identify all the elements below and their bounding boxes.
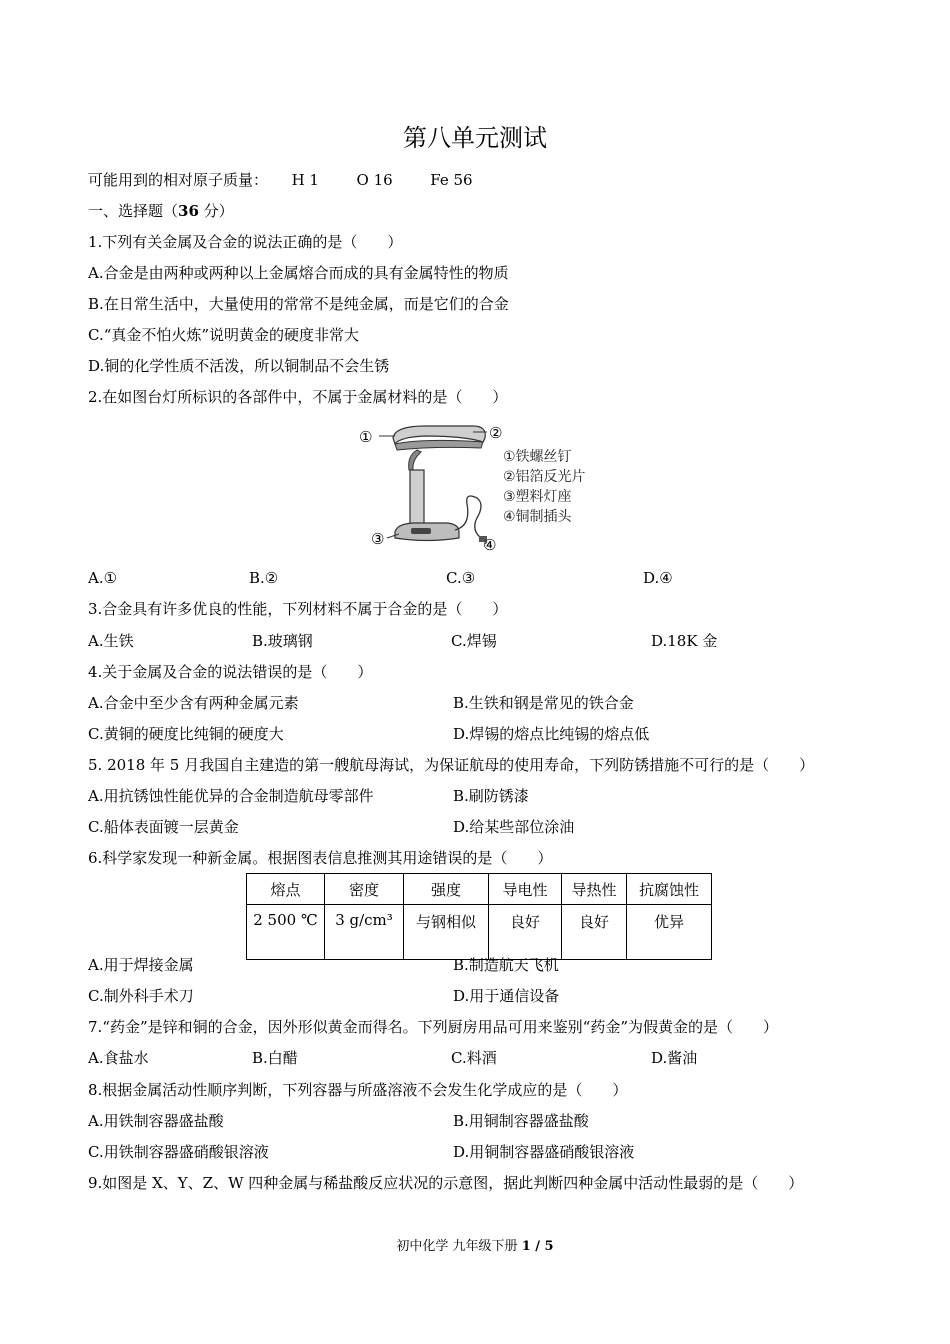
q5-option-a: A.用抗锈蚀性能优异的合金制造航母零部件 xyxy=(88,787,374,805)
q6-option-a: A.用于焊接金属 xyxy=(88,956,194,974)
metal-properties-table xyxy=(246,873,712,960)
q4-option-d: D.焊锡的熔点比纯锡的熔点低 xyxy=(453,725,650,743)
table-cell: 良好 xyxy=(489,905,562,960)
q5-option-b: B.刷防锈漆 xyxy=(453,787,529,805)
atomic-mass-fe: Fe 56 xyxy=(430,171,473,189)
lamp-marker-3: ③ xyxy=(371,530,385,548)
atomic-mass-o: O 16 xyxy=(356,171,393,189)
q6-stem: 6.科学家发现一种新金属。根据图表信息推测其用途错误的是（ ） xyxy=(88,849,553,867)
q4-option-c: C.黄铜的硬度比纯铜的硬度大 xyxy=(88,725,284,743)
q7-option-a: A.食盐水 xyxy=(88,1049,149,1067)
page-footer xyxy=(0,1238,950,1256)
q1-stem: 1.下列有关金属及合金的说法正确的是（ ） xyxy=(88,233,403,251)
q7-option-d: D.酱油 xyxy=(651,1049,698,1067)
q9-stem: 9.如图是 X、Y、Z、W 四种金属与稀盐酸反应状况的示意图，据此判断四种金属中活动性最弱的是（ ） xyxy=(88,1174,804,1192)
table-header-cell: 导电性 xyxy=(489,874,562,905)
atomic-mass-line xyxy=(88,170,473,190)
table-cell: 与钢相似 xyxy=(404,905,489,960)
q3-stem: 3.合金具有许多优良的性能，下列材料不属于合金的是（ ） xyxy=(88,600,508,618)
section-score: 36 xyxy=(178,202,199,220)
lamp-label-4: ④铜制插头 xyxy=(503,509,572,525)
table-row xyxy=(247,905,712,960)
q3-option-a: A.生铁 xyxy=(88,632,134,650)
q3-option-c: C.焊锡 xyxy=(451,632,497,650)
q2-option-a: A.① xyxy=(88,569,118,587)
q5-option-c: C.船体表面镀一层黄金 xyxy=(88,818,239,836)
q6-option-b: B.制造航天飞机 xyxy=(453,956,559,974)
lamp-label-2: ②铝箔反光片 xyxy=(503,469,586,485)
q6-option-c: C.制外科手术刀 xyxy=(88,987,194,1005)
q2-option-c: C.③ xyxy=(446,569,476,587)
lamp-marker-2: ② xyxy=(489,424,503,442)
q1-option-b: B.在日常生活中，大量使用的常常不是纯金属，而是它们的合金 xyxy=(88,295,509,313)
table-cell: 2 500 ℃ xyxy=(247,905,325,960)
lamp-marker-4: ④ xyxy=(483,536,497,554)
q8-option-b: B.用铜制容器盛盐酸 xyxy=(453,1112,589,1130)
atomic-mass-label: 可能用到的相对原子质量： xyxy=(88,171,269,189)
page-title: 第八单元测试 xyxy=(403,124,547,152)
q8-option-c: C.用铁制容器盛硝酸银溶液 xyxy=(88,1143,269,1161)
q3-option-b: B.玻璃钢 xyxy=(252,632,313,650)
q1-option-a: A.合金是由两种或两种以上金属熔合而成的具有金属特性的物质 xyxy=(88,264,509,282)
section-heading: 一、选择题（36 分） xyxy=(88,202,234,220)
table-cell: 优异 xyxy=(627,905,712,960)
q2-stem: 2.在如图台灯所标识的各部件中，不属于金属材料的是（ ） xyxy=(88,388,508,406)
table-header-cell: 抗腐蚀性 xyxy=(627,874,712,905)
table-cell: 良好 xyxy=(562,905,627,960)
q5-stem: 5. 2018 年 5 月我国自主建造的第一艘航母海试，为保证航母的使用寿命，下列防锈措施不可行的是（ ） xyxy=(88,756,815,774)
q7-option-b: B.白醋 xyxy=(252,1049,298,1067)
table-header-cell: 强度 xyxy=(404,874,489,905)
q4-stem: 4.关于金属及合金的说法错误的是（ ） xyxy=(88,663,373,681)
q4-option-b: B.生铁和钢是常见的铁合金 xyxy=(453,694,634,712)
table-cell: 3 g/cm³ xyxy=(325,905,404,960)
table-header-cell: 密度 xyxy=(325,874,404,905)
q8-option-d: D.用铜制容器盛硝酸银溶液 xyxy=(453,1143,635,1161)
q7-stem: 7.“药金”是锌和铜的合金，因外形似黄金而得名。下列厨房用品可用来鉴别“药金”为假黄金的是（ ） xyxy=(88,1018,778,1036)
lamp-label-3: ③塑料灯座 xyxy=(503,489,572,505)
page-number: 1 / 5 xyxy=(521,1239,554,1254)
q7-option-c: C.料酒 xyxy=(451,1049,497,1067)
q6-option-d: D.用于通信设备 xyxy=(453,987,560,1005)
q8-option-a: A.用铁制容器盛盐酸 xyxy=(88,1112,224,1130)
table-header-cell: 熔点 xyxy=(247,874,325,905)
table-header-row xyxy=(247,874,712,905)
atomic-mass-h: H 1 xyxy=(291,171,319,189)
q1-option-d: D.铜的化学性质不活泼，所以铜制品不会生锈 xyxy=(88,357,390,375)
q1-option-c: C.“真金不怕火炼”说明黄金的硬度非常大 xyxy=(88,326,360,344)
table-header-cell: 导热性 xyxy=(562,874,627,905)
lamp-label-1: ①铁螺丝钉 xyxy=(503,449,572,465)
q5-option-d: D.给某些部位涂油 xyxy=(453,818,575,836)
footer-text: 初中化学 九年级下册 xyxy=(396,1239,522,1254)
q8-stem: 8.根据金属活动性顺序判断，下列容器与所盛溶液不会发生化学成应的是（ ） xyxy=(88,1081,628,1099)
q3-option-d: D.18K 金 xyxy=(651,632,718,650)
lamp-marker-1: ① xyxy=(359,428,373,446)
q2-option-d: D.④ xyxy=(643,569,673,587)
q2-option-b: B.② xyxy=(249,569,279,587)
q4-option-a: A.合金中至少含有两种金属元素 xyxy=(88,694,299,712)
